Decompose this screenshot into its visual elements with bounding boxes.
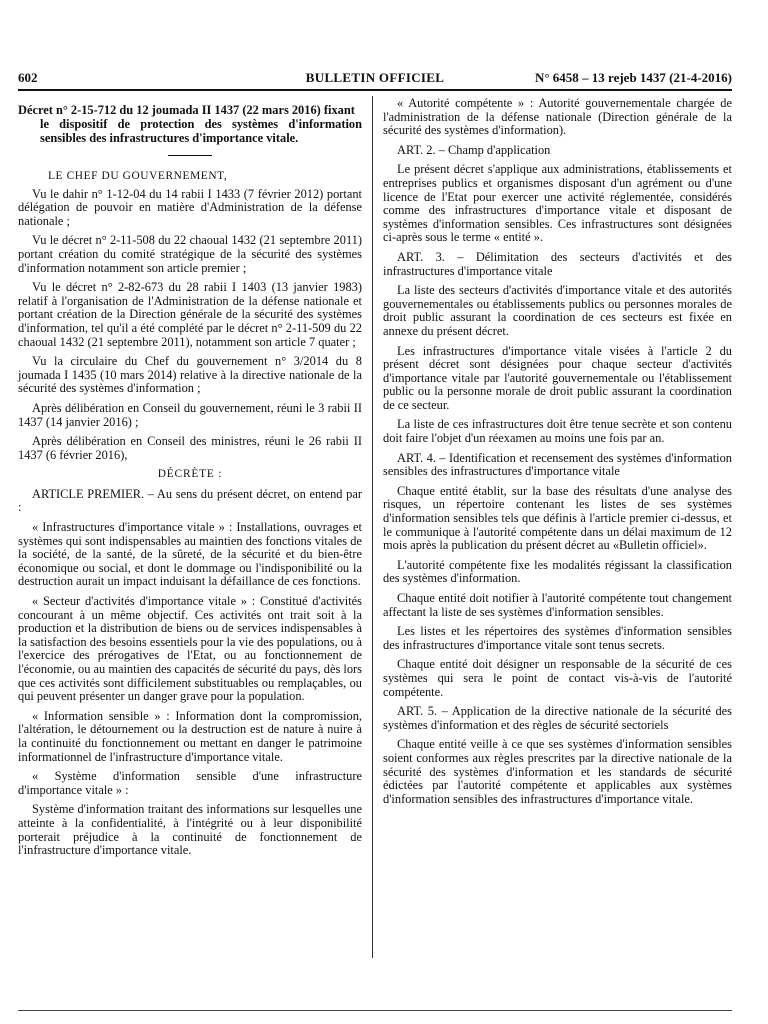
- paragraph: Vu la circulaire du Chef du gouvernement n° 3/2014 du 8 joumada I 1435 (10 mars 2014) relative à la directive nationale de la sécurité des systèmes d'information ;: [18, 354, 362, 396]
- article-2-heading: ART. 2. – Champ d'application: [397, 142, 551, 157]
- article-5-heading: ART. 5. – Application de la directive nationale de la sécurité des systèmes d'information et des règles de sécurité sectoriels: [383, 704, 732, 732]
- column-divider: [372, 96, 373, 958]
- paragraph: Vu le décret n° 2-11-508 du 22 chaoual 1432 (21 septembre 2011) portant création du comité stratégique de la sécurité des systèmes d'information notamment son article premier ;: [18, 233, 362, 275]
- issue-number: N° 6458 – 13 rejeb 1437 (21-4-2016): [534, 70, 732, 85]
- paragraph: Les listes et les répertoires des systèmes d'information sensibles des infrastructures d'importance vitale sont tenus secrets.: [383, 624, 732, 652]
- header-rule: [18, 89, 732, 91]
- paragraph: Chaque entité veille à ce que ses systèmes d'information sensibles soient conformes aux règles prescrites par la directive nationale de la sécurité des systèmes d'information et les standards de sécurité édictées par l'autorité compétente et applicables aux systèmes d'information sensibles des infrastructures d'importance vitale.: [383, 737, 732, 806]
- paragraph: La liste des secteurs d'activités d'importance vitale et des autorités gouvernementales ou établissements publics ou personnes morales de droit public assurant la coordination de ces secteurs est fixée en annexe du présent décret.: [383, 283, 732, 338]
- paragraph: L'autorité compétente fixe les modalités régissant la classification des systèmes d'information.: [383, 557, 732, 586]
- page-number: 602: [18, 70, 38, 85]
- decree-title: Décret n° 2-15-712 du 12 joumada II 1437 (22 mars 2016) fixant le dispositif de protection des systèmes d'information sensibles des infrastructures d'importance vitale.: [18, 103, 362, 145]
- decrete-heading: DÉCRÈTE :: [157, 468, 223, 481]
- paragraph: Après délibération en Conseil du gouvernement, réuni le 3 rabii II 1437 (14 janvier 2016) ;: [18, 400, 362, 429]
- definition: « Information sensible » : Information dont la compromission, l'altération, le détournement ou la destruction est de nature à nuire à la continuité du fonctionnement ou mettant en danger le patrimoine informationnel de l'infrastructure d'importance vitale.: [18, 708, 362, 764]
- publication-title: BULLETIN OFFICIEL: [305, 70, 445, 85]
- paragraph: Chaque entité doit notifier à l'autorité compétente tout changement affectant la liste de ses systèmes d'information sensibles.: [383, 591, 732, 619]
- right-column: [383, 97, 732, 812]
- page-header: [18, 70, 732, 90]
- article-3-heading: ART. 3. – Délimitation des secteurs d'activités et des infrastructures d'importance vitale: [383, 249, 732, 278]
- paragraph: Chaque entité établit, sur la base des résultats d'une analyse des risques, un répertoire contenant les listes de ses systèmes d'information sensibles tels que définis à l'article premier ci-dessus, et le communique à l'autorité compétente dans un délai maximum de 12 mois après la publication du présent décret au «Bulletin officiel».: [383, 483, 732, 553]
- chef-heading: LE CHEF DU GOUVERNEMENT,: [48, 170, 228, 182]
- paragraph: Après délibération en Conseil des ministres, réuni le 26 rabii II 1437 (6 février 2016),: [18, 434, 362, 462]
- article-1: ARTICLE PREMIER. – Au sens du présent décret, on entend par :: [18, 486, 362, 515]
- left-column: [18, 97, 362, 864]
- definition: Système d'information traitant des informations sur lesquelles une atteinte à la confidentialité, à l'intégrité ou à leur disponibilité porterait préjudice à la continuité de fonctionnement de l'infrastructure d'importance vitale.: [18, 802, 362, 858]
- article-4-heading: ART. 4. – Identification et recensement des systèmes d'information sensibles des infrastructures d'importance vitale: [383, 450, 732, 479]
- paragraph: La liste de ces infrastructures doit être tenue secrète et son contenu doit faire l'objet d'un réexamen au moins une fois par an.: [383, 417, 732, 446]
- paragraph: Vu le décret n° 2-82-673 du 28 rabii I 1403 (13 janvier 1983) relatif à l'organisation de l'Administration de la défense nationale et portant création de la Direction générale de la sécurité des systèmes d'information, tel qu'il a été complété par le décret n° 2-11-509 du 22 chaoual 1432 (21 septembre 2011), notamment son article 7 quater ;: [18, 280, 362, 349]
- definition: « Système d'information sensible d'une infrastructure d'importance vitale » :: [18, 769, 362, 797]
- title-separator: [168, 155, 212, 156]
- footer-rule: [18, 1010, 732, 1011]
- definition: « Autorité compétente » : Autorité gouvernementale chargée de l'administration de la défense nationale (Direction générale de la sécurité des systèmes d'information).: [383, 96, 732, 138]
- paragraph: Chaque entité doit désigner un responsable de la sécurité de ces systèmes qui sera le point de contact vis-à-vis de l'autorité compétente.: [383, 657, 732, 699]
- definition: « Secteur d'activités d'importance vitale » : Constitué d'activités concourant à un même objectif. Ces activités ont trait soit à la production et la distribution de biens ou de services indispensables à la satisfaction des besoins essentiels pour la vie des populations, ou à l'exercice des prérogatives de l'Etat, ou au fonctionnement de l'économie, ou au maintien des capacités de sécurité du pays, dès lors que ces activités sont difficilement substituables ou remplaçables, ou qui peuvent présenter un danger grave pour la population.: [18, 594, 362, 704]
- paragraph: Vu le dahir n° 1-12-04 du 14 rabii I 1433 (7 février 2012) portant délégation de pouvoir en matière d'Administration de la défense nationale ;: [18, 186, 362, 228]
- paragraph: Le présent décret s'applique aux administrations, établissements et entreprises publics et organismes disposant d'un agrément ou d'une licence de l'Etat pour exercer une activité réglementée, considérés comme des infrastructures d'importance vitale et disposant de systèmes d'information sensibles. Ces infrastructures sont désignées ci-après sous le terme « entité ».: [383, 162, 732, 245]
- paragraph: Les infrastructures d'importance vitale visées à l'article 2 du présent décret sont désignées pour chaque secteur d'activités d'importance vitale par l'autorité gouvernementale ou l'établissement public ou la personne morale de droit public assurant la coordination de ce secteur.: [383, 343, 732, 412]
- definition: « Infrastructures d'importance vitale » : Installations, ouvrages et systèmes qui sont indispensables au maintien des fonctions vitales de la société, de la santé, de la sûreté, de la sécurité et du bien-être économique ou social, et dont le dommage ou l'indisponibilité ou la destruction aurait un impact induisant la défaillance de ces fonctions.: [18, 520, 362, 589]
